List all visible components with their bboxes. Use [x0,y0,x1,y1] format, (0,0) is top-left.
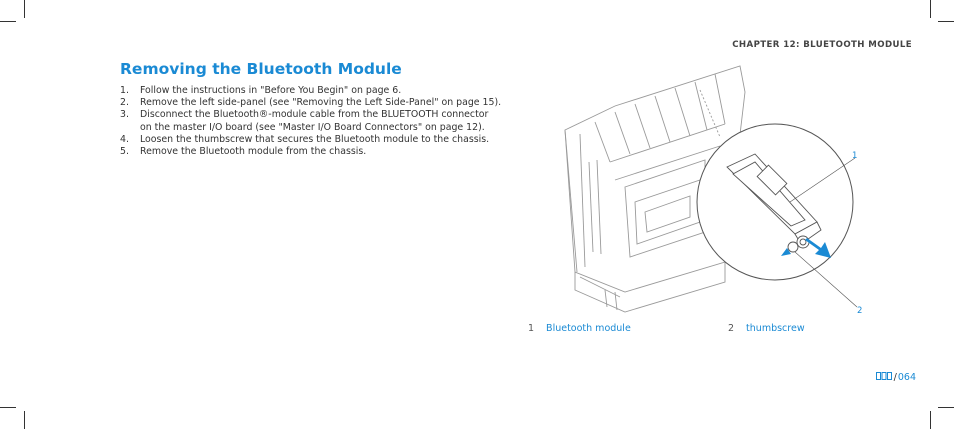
step-number: 2. [120,97,129,109]
legend-label: thumbscrew [746,323,805,334]
step-text: Loosen the thumbscrew that secures the Bluetooth module to the chassis. [140,133,490,145]
instruction-steps [120,85,520,158]
crop-mark [930,411,931,429]
step-text: Follow the instructions in "Before You Begin" on page 6. [140,85,402,96]
chapter-header: CHAPTER 12: BLUETOOTH MODULE [732,40,912,50]
step-text: Remove the left side-panel (see "Removing the Left Side-Panel" on page 15). [140,97,502,109]
page-number-value: 064 [897,372,916,383]
legend-number: 2 [728,323,735,334]
alienware-logo-icon [876,372,892,380]
crop-mark [930,0,931,18]
step-number: 4. [120,133,129,145]
step-number: 5. [120,146,129,158]
crop-mark [938,407,954,408]
step-text: Disconnect the Bluetooth®-module cable from the BLUETOOTH connector on the master I/O board (see "Master I/O Board Connectors" on page 12). [140,109,489,133]
bluetooth-removal-illustration [555,62,875,324]
step-item [120,146,520,158]
step-item [120,97,520,109]
page-number [876,372,916,383]
page-title: Removing the Bluetooth Module [120,60,402,78]
legend-label: Bluetooth module [546,323,631,334]
crop-mark [24,411,25,429]
page-separator: / [893,372,897,383]
crop-mark [24,0,25,18]
step-text: Remove the Bluetooth module from the chassis. [140,146,367,158]
callout-1: 1 [852,151,858,161]
legend-number: 1 [528,323,535,334]
legend-item [728,323,805,334]
step-item [120,85,520,97]
legend-item [528,323,631,334]
step-number: 1. [120,85,129,96]
crop-mark [0,21,16,22]
step-item [120,109,500,133]
crop-mark [0,407,16,408]
step-item [120,134,520,146]
callout-2: 2 [857,306,863,316]
step-number: 3. [120,109,129,121]
crop-mark [938,21,954,22]
